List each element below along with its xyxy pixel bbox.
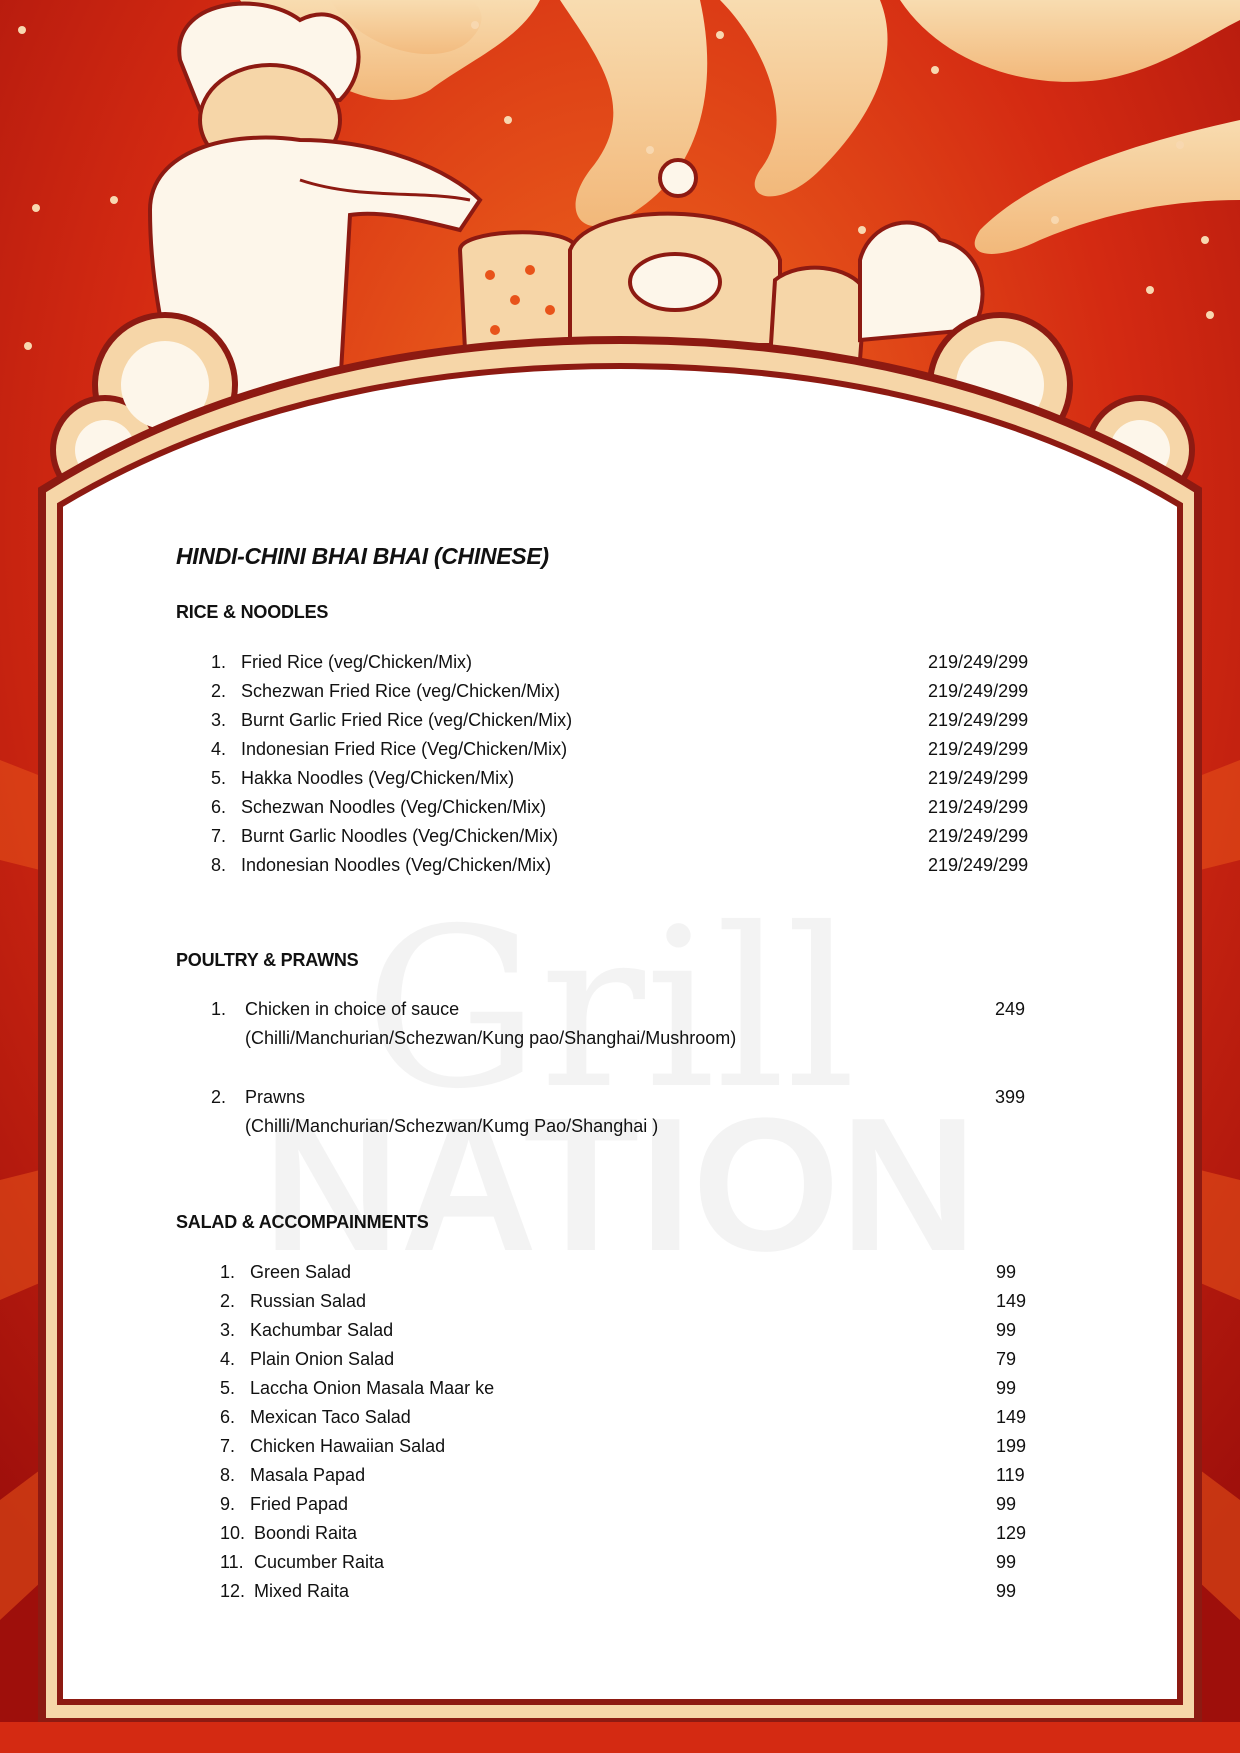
item-price: 219/249/299	[928, 652, 1029, 672]
list-item	[220, 1552, 384, 1573]
item-name: Fried Rice (veg/Chicken/Mix)	[241, 652, 473, 672]
list-item	[220, 1494, 348, 1515]
item-price: 99	[996, 1378, 1017, 1398]
item-name: Burnt Garlic Fried Rice (veg/Chicken/Mix)	[241, 710, 573, 730]
item-number: 6.	[220, 1407, 236, 1427]
item-name: Burnt Garlic Noodles (Veg/Chicken/Mix)	[241, 826, 559, 846]
item-number: 8.	[211, 855, 227, 875]
list-item	[220, 1407, 411, 1428]
list-item	[211, 1087, 305, 1108]
list-item	[211, 681, 560, 702]
item-name: Cucumber Raita	[254, 1552, 385, 1572]
item-name: Mixed Raita	[254, 1581, 350, 1601]
item-name: Prawns	[245, 1087, 306, 1107]
item-price: 219/249/299	[928, 681, 1029, 701]
list-item	[211, 855, 551, 876]
item-number: 6.	[211, 797, 227, 817]
list-item	[211, 710, 572, 731]
item-name: Kachumbar Salad	[250, 1320, 394, 1340]
item-name: Boondi Raita	[254, 1523, 358, 1543]
item-price: 219/249/299	[928, 855, 1029, 875]
item-name: Schezwan Fried Rice (veg/Chicken/Mix)	[241, 681, 561, 701]
item-name: Hakka Noodles (Veg/Chicken/Mix)	[241, 768, 515, 788]
list-item	[211, 652, 472, 673]
list-item	[220, 1523, 357, 1544]
list-item	[220, 1320, 393, 1341]
item-price: 99	[996, 1581, 1017, 1601]
item-price: 219/249/299	[928, 739, 1029, 759]
item-price: 99	[996, 1320, 1017, 1340]
item-price: 129	[996, 1523, 1027, 1543]
list-item	[211, 739, 567, 760]
item-price: 149	[996, 1407, 1027, 1427]
item-price: 99	[996, 1494, 1017, 1514]
item-number: 12.	[220, 1581, 246, 1601]
item-price: 119	[996, 1465, 1025, 1485]
item-price: 219/249/299	[928, 768, 1029, 788]
list-item	[220, 1581, 349, 1602]
item-price: 399	[995, 1087, 1026, 1107]
list-item	[211, 999, 459, 1020]
item-number: 3.	[220, 1320, 236, 1340]
list-item	[220, 1465, 365, 1486]
item-price: 99	[996, 1552, 1017, 1572]
item-price: 79	[996, 1349, 1017, 1369]
item-number: 1.	[211, 652, 227, 672]
item-number: 9.	[220, 1494, 236, 1514]
item-number: 1.	[211, 999, 227, 1019]
item-number: 2.	[211, 1087, 227, 1107]
item-number: 3.	[211, 710, 227, 730]
list-item	[220, 1349, 394, 1370]
item-number: 5.	[220, 1378, 236, 1398]
item-number: 2.	[220, 1291, 236, 1311]
item-price: 149	[996, 1291, 1027, 1311]
item-price: 99	[996, 1262, 1017, 1282]
item-number: 4.	[220, 1349, 236, 1369]
list-item	[220, 1291, 366, 1312]
item-name: Laccha Onion Masala Maar ke	[250, 1378, 495, 1398]
item-number: 7.	[220, 1436, 236, 1456]
menu-title: HINDI-CHINI BHAI BHAI (CHINESE)	[176, 543, 549, 569]
item-number: 4.	[211, 739, 227, 759]
item-sauce-options: (Chilli/Manchurian/Schezwan/Kung pao/Shanghai/Mushroom)	[245, 1028, 737, 1048]
item-name: Green Salad	[250, 1262, 352, 1282]
list-item	[220, 1262, 351, 1283]
item-price: 219/249/299	[928, 797, 1029, 817]
list-item	[211, 797, 546, 818]
item-name: Plain Onion Salad	[250, 1349, 395, 1369]
item-number: 2.	[211, 681, 227, 701]
item-name: Indonesian Fried Rice (Veg/Chicken/Mix)	[241, 739, 568, 759]
section-title-rice-noodles: RICE & NOODLES	[176, 602, 329, 622]
item-price: 199	[996, 1436, 1027, 1456]
item-number: 1.	[220, 1262, 236, 1282]
item-number: 10.	[220, 1523, 246, 1543]
item-number: 5.	[211, 768, 227, 788]
item-sauce-options: (Chilli/Manchurian/Schezwan/Kumg Pao/Shanghai )	[245, 1116, 659, 1136]
list-item	[220, 1378, 494, 1399]
list-item	[220, 1436, 445, 1457]
item-name: Fried Papad	[250, 1494, 349, 1514]
section-title-poultry-prawns: POULTRY & PRAWNS	[176, 950, 359, 970]
item-number: 7.	[211, 826, 227, 846]
item-name: Indonesian Noodles (Veg/Chicken/Mix)	[241, 855, 552, 875]
item-name: Schezwan Noodles (Veg/Chicken/Mix)	[241, 797, 547, 817]
item-price: 219/249/299	[928, 826, 1029, 846]
item-price: 249	[995, 999, 1026, 1019]
item-name: Chicken in choice of sauce	[245, 999, 460, 1019]
item-name: Russian Salad	[250, 1291, 367, 1311]
item-name: Masala Papad	[250, 1465, 366, 1485]
list-item	[211, 768, 514, 789]
list-item	[211, 826, 558, 847]
item-price: 219/249/299	[928, 710, 1029, 730]
item-number: 11.	[220, 1552, 244, 1572]
item-name: Chicken Hawaiian Salad	[250, 1436, 446, 1456]
item-number: 8.	[220, 1465, 236, 1485]
item-name: Mexican Taco Salad	[250, 1407, 411, 1427]
section-title-salad: SALAD & ACCOMPAINMENTS	[176, 1212, 429, 1232]
